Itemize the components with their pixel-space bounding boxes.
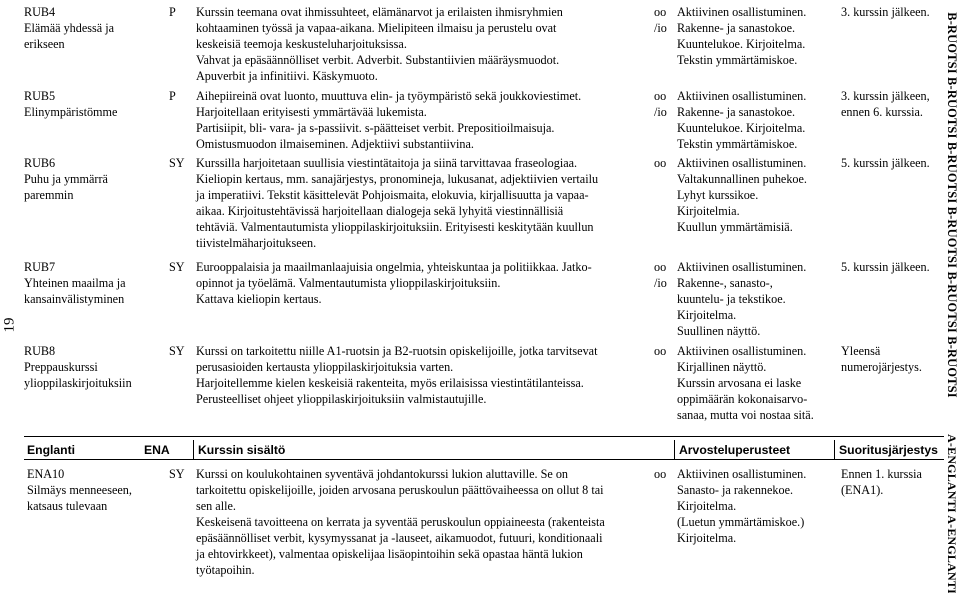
header-code: ENA (144, 443, 170, 457)
course-evaluation (677, 88, 842, 152)
course-mode-line: oo (654, 260, 667, 274)
course-name-line: Silmäys menneeseen, (27, 483, 132, 497)
course-content-line: aikaa. Kirjoitustehtävissä harjoitellaan dialogeja sekä lyhyitä viestinnällisiä (196, 204, 564, 218)
course-evaluation (677, 4, 842, 68)
course-evaluation-line: oppimäärän kokonaisarvo- (677, 392, 808, 406)
course-content (196, 155, 646, 251)
course-evaluation-line: Kuullun ymmärtämisiä. (677, 220, 793, 234)
course-mode-line: oo (654, 467, 667, 481)
course-content-line: tiivistelmäharjoitukseen. (196, 236, 317, 250)
course-timing-line: 5. kurssin jälkeen. (841, 156, 930, 170)
course-evaluation (677, 259, 842, 339)
course-evaluation (677, 343, 842, 423)
course-content-line: Apuverbit ja infinitiivi. Käskymuoto. (196, 69, 378, 83)
course-type: SY (169, 156, 185, 170)
course-evaluation-line: (Luetun ymmärtämiskoe.) (677, 515, 805, 529)
course-content-line: Harjoitellemme kielen keskeisiä rakenteita, myös erilaisissa viestintätilanteissa. (196, 376, 584, 390)
course-evaluation (677, 466, 842, 546)
course-name (24, 88, 164, 120)
course-evaluation-line: Sanasto- ja rakennekoe. (677, 483, 794, 497)
course-evaluation-line: Aktiivinen osallistuminen. (677, 260, 807, 274)
course-evaluation-line: Kirjoitelma. (677, 308, 737, 322)
course-evaluation (677, 155, 842, 235)
course-content-line: kohtaaminen työssä ja vapaa-aikana. Mielipiteen ilmaisu ja perustelu ovat (196, 21, 557, 35)
course-timing (841, 155, 941, 171)
course-content-line: Kurssin teemana ovat ihmissuhteet, elämänarvot ja erilaisten ihmisryhmien (196, 5, 563, 19)
course-evaluation-line: Aktiivinen osallistuminen. (677, 5, 807, 19)
course-content-line: sen alle. (196, 499, 236, 513)
course-content-line: työtapoihin. (196, 563, 255, 577)
course-evaluation-line: kuuntelu- ja tekstikoe. (677, 292, 786, 306)
course-name-line: RUB5 (24, 89, 56, 103)
course-content-line: Partisiipit, bli- vara- ja s-passiivit. s-päätteiset verbit. Prepositioilmaisuja. (196, 121, 555, 135)
course-content-line: ja ehtovirkkeet), valmentaa opiskelijaa lisäopintoihin sekä opastaa häntä lukion (196, 547, 583, 561)
page-number: 19 (1, 317, 17, 333)
course-content-line: keskeisiä teemoja keskusteluharjoituksissa. (196, 37, 407, 51)
header-separator (834, 440, 835, 460)
side-label-englanti: A-ENGLANTI A-ENGLANTI (945, 433, 960, 593)
course-name-line: Yhteinen maailma ja (24, 276, 126, 290)
course-evaluation-line: Rakenne- ja sanastokoe. (677, 21, 796, 35)
course-mode-line: /io (654, 276, 667, 290)
course-content-line: Perusteelliset ohjeet ylioppilaskirjoituksiin valmistautujille. (196, 392, 487, 406)
header-content: Kurssin sisältö (198, 443, 286, 457)
course-evaluation-line: Rakenne-, sanasto-, (677, 276, 773, 290)
course-name-line: RUB8 (24, 344, 56, 358)
course-mode-line: oo (654, 156, 667, 170)
header-evaluation: Arvosteluperusteet (679, 443, 791, 457)
header-separator (674, 440, 675, 460)
course-timing (841, 88, 941, 120)
english-table-header (24, 440, 944, 460)
course-mode-line: /io (654, 105, 667, 119)
course-name-line: Preppauskurssi (24, 360, 98, 374)
course-mode-line: /io (654, 21, 667, 35)
course-type: P (169, 5, 176, 19)
course-name (27, 466, 167, 514)
course-name (24, 4, 164, 52)
course-content (196, 4, 646, 84)
course-evaluation-line: Suullinen näyttö. (677, 324, 761, 338)
header-timing: Suoritusjärjestys (839, 443, 938, 457)
course-content-line: ja imperatiivi. Tekstit käsittelevät Pohjoismaita, elokuvia, kirjallisuutta ja vapaa- (196, 188, 589, 202)
course-evaluation-line: Kirjoitelma. (677, 499, 737, 513)
course-evaluation-line: Kurssin arvosana ei laske (677, 376, 802, 390)
course-name-line: RUB6 (24, 156, 56, 170)
course-content-line: epäsäännölliset verbit, kysymyssanat ja -lauseet, aikamuodot, futuuri, konditionaali (196, 531, 603, 545)
course-mode-line: oo (654, 344, 667, 358)
course-name-line: erikseen (24, 37, 65, 51)
course-timing (841, 343, 941, 375)
course-evaluation-line: Rakenne- ja sanastokoe. (677, 105, 796, 119)
course-timing-line: Ennen 1. kurssia (841, 467, 922, 481)
course-timing-line: Yleensä (841, 344, 881, 358)
course-content-line: tarkoitettu opiskelijoille, joiden arvosana peruskoulun päättövaiheessa on ollut 8 tai (196, 483, 604, 497)
course-content (196, 466, 646, 578)
course-timing (841, 259, 941, 275)
course-name-line: RUB4 (24, 5, 56, 19)
course-evaluation-line: Aktiivinen osallistuminen. (677, 344, 807, 358)
course-content-line: Aihepiireinä ovat luonto, muuttuva elin- ja työympäristö sekä joukkoviestimet. (196, 89, 582, 103)
course-evaluation-line: Kirjoitelmia. (677, 204, 740, 218)
course-evaluation-line: Kirjoitelma. (677, 531, 737, 545)
course-name-line: Puhu ja ymmärrä (24, 172, 108, 186)
course-evaluation-line: Kuuntelukoe. Kirjoitelma. (677, 121, 806, 135)
course-evaluation-line: Aktiivinen osallistuminen. (677, 156, 807, 170)
course-content-line: Kattava kieliopin kertaus. (196, 292, 322, 306)
course-content-line: Harjoitellaan erityisesti ymmärtävää lukemista. (196, 105, 427, 119)
course-name (24, 343, 164, 391)
course-name (24, 155, 164, 203)
course-content-line: Eurooppalaisia ja maailmanlaajuisia ongelmia, yhteiskuntaa ja politiikkaa. Jatko- (196, 260, 592, 274)
course-evaluation-line: sanaa, mutta voi nostaa sitä. (677, 408, 814, 422)
header-separator (193, 440, 194, 460)
course-content-line: Keskeisenä tavoitteena on kerrata ja syventää peruskoulun oppiaineesta (rakenteista (196, 515, 605, 529)
course-content-line: Omistusmuodon ilmaiseminen. Adjektiivi substantiivina. (196, 137, 474, 151)
course-timing-line: 5. kurssin jälkeen. (841, 260, 930, 274)
course-content-line: opinnot ja työelämä. Valmentautumista ylioppilaskirjoituksiin. (196, 276, 501, 290)
course-mode-line: oo (654, 5, 667, 19)
course-name-line: ENA10 (27, 467, 65, 481)
course-name-line: kansainvälistyminen (24, 292, 125, 306)
course-evaluation-line: Kuuntelukoe. Kirjoitelma. (677, 37, 806, 51)
course-evaluation-line: Lyhyt kurssikoe. (677, 188, 759, 202)
course-timing (841, 4, 941, 20)
course-type: SY (169, 260, 185, 274)
course-content-line: Kurssilla harjoitetaan suullisia viestintätaitoja ja siinä tarvittavaa fraseologiaa. (196, 156, 578, 170)
course-name-line: Elinympäristömme (24, 105, 118, 119)
course-evaluation-line: Aktiivinen osallistuminen. (677, 89, 807, 103)
course-timing-line: 3. kurssin jälkeen. (841, 5, 930, 19)
course-name-line: RUB7 (24, 260, 56, 274)
course-name (24, 259, 164, 307)
course-content-line: Kurssi on tarkoitettu niille A1-ruotsin ja B2-ruotsin opiskelijoille, jotka tarvitsevat (196, 344, 598, 358)
course-type: SY (169, 467, 185, 481)
course-timing-line: 3. kurssin jälkeen, (841, 89, 930, 103)
course-name-line: katsaus tulevaan (27, 499, 108, 513)
course-type: P (169, 89, 176, 103)
course-content (196, 343, 646, 407)
course-content-line: perusasioiden kertausta ylioppilaskirjoituksia varten. (196, 360, 454, 374)
course-evaluation-line: Tekstin ymmärtämiskoe. (677, 53, 798, 67)
course-evaluation-line: Kirjallinen näyttö. (677, 360, 767, 374)
course-timing-line: ennen 6. kurssia. (841, 105, 923, 119)
course-name-line: paremmin (24, 188, 74, 202)
course-timing-line: numerojärjestys. (841, 360, 922, 374)
course-content (196, 259, 646, 307)
course-mode-line: oo (654, 89, 667, 103)
course-evaluation-line: Aktiivinen osallistuminen. (677, 467, 807, 481)
course-evaluation-line: Valtakunnallinen puhekoe. (677, 172, 807, 186)
course-timing (841, 466, 941, 498)
course-content-line: Vahvat ja epäsäännölliset verbit. Adverbit. Substantiivien määräysmuodot. (196, 53, 560, 67)
course-name-line: Elämää yhdessä ja (24, 21, 115, 35)
course-evaluation-line: Tekstin ymmärtämiskoe. (677, 137, 798, 151)
course-content-line: Kieliopin kertaus, mm. sanajärjestys, pronomineja, lukusanat, adjektiivien vertailu (196, 172, 599, 186)
course-content-line: tehtäviä. Valmentautumista ylioppilaskirjoituksiin. Erityisesti keskitytään kuullun (196, 220, 594, 234)
course-content-line: Kurssi on koulukohtainen syventävä johdantokurssi lukion aluttaville. Se on (196, 467, 569, 481)
course-content (196, 88, 646, 152)
course-name-line: ylioppilaskirjoituksiin (24, 376, 132, 390)
side-label-ruotsi: B-RUOTSI B-RUOTSI B-RUOTSI B-RUOTSI B-RUOTSI B-RUOTSI (945, 12, 960, 398)
course-type: SY (169, 344, 185, 358)
header-subject: Englanti (27, 443, 76, 457)
course-timing-line: (ENA1). (841, 483, 884, 497)
table-divider-top (24, 436, 944, 437)
